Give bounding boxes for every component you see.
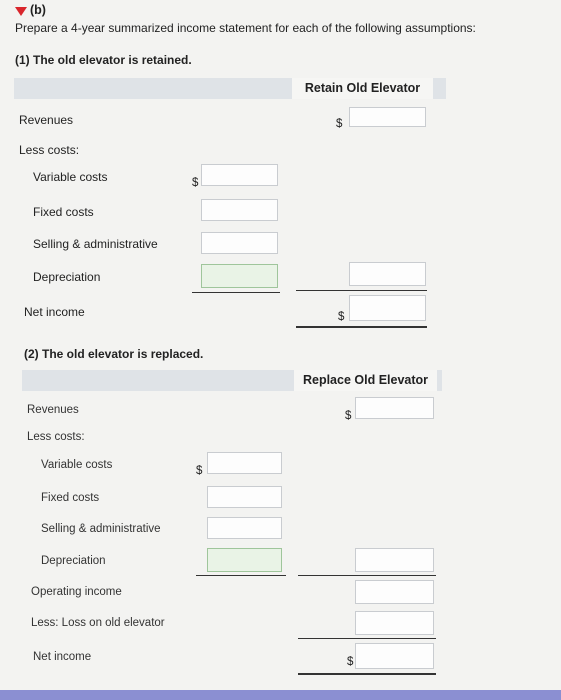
- instruction-text: Prepare a 4-year summarized income statement for each of the following assumptions:: [15, 21, 476, 35]
- s2-net-income-label: Net income: [33, 651, 92, 663]
- s1-net-income-underline: [296, 326, 427, 328]
- s1-depreciation-label: Depreciation: [33, 270, 101, 284]
- s2-selling-input[interactable]: [207, 517, 282, 539]
- s2-revenues-label: Revenues: [27, 404, 79, 416]
- s2-operating-income-label: Operating income: [31, 586, 122, 598]
- s2-net-income-underline: [298, 673, 436, 675]
- s1-costs-underline: [192, 292, 280, 293]
- s1-fixed-input[interactable]: [201, 199, 278, 221]
- s2-less-costs-label: Less costs:: [27, 431, 85, 443]
- section1-title: (1) The old elevator is retained.: [15, 53, 192, 67]
- part-label: (b): [30, 3, 46, 17]
- s2-loss-label: Less: Loss on old elevator: [31, 617, 165, 629]
- s2-fixed-input[interactable]: [207, 486, 282, 508]
- s2-loss-input[interactable]: [355, 611, 434, 635]
- s2-costs-underline: [196, 575, 286, 576]
- s1-net-income-dollar: $: [338, 311, 345, 323]
- s1-depreciation-input[interactable]: [201, 264, 278, 288]
- s1-variable-label: Variable costs: [33, 170, 108, 184]
- s1-selling-input[interactable]: [201, 232, 278, 254]
- s2-total-costs-input[interactable]: [355, 548, 434, 572]
- s2-revenues-input[interactable]: [355, 397, 434, 419]
- s2-total-costs-underline: [298, 575, 436, 576]
- bottom-edge-strip: [0, 690, 561, 700]
- s1-net-income-label: Net income: [24, 305, 85, 319]
- s1-net-income-input[interactable]: [349, 295, 426, 321]
- s2-selling-label: Selling & administrative: [41, 523, 161, 535]
- s1-revenues-dollar: $: [336, 118, 343, 130]
- s1-revenues-input[interactable]: [349, 107, 426, 127]
- s1-selling-label: Selling & administrative: [33, 237, 158, 251]
- s2-depreciation-label: Depreciation: [41, 555, 106, 567]
- s2-revenues-dollar: $: [345, 410, 352, 422]
- s1-less-costs-label: Less costs:: [19, 143, 80, 157]
- s2-loss-underline: [298, 638, 436, 639]
- s2-net-income-dollar: $: [347, 656, 354, 668]
- section2-title: (2) The old elevator is replaced.: [24, 347, 204, 361]
- s2-variable-dollar: $: [196, 465, 203, 477]
- s2-variable-input[interactable]: [207, 452, 282, 474]
- s2-variable-label: Variable costs: [41, 459, 113, 471]
- s1-total-costs-underline: [296, 290, 427, 291]
- s1-total-costs-input[interactable]: [349, 262, 426, 286]
- s2-fixed-label: Fixed costs: [41, 492, 100, 504]
- s1-variable-dollar: $: [192, 177, 199, 189]
- s1-fixed-label: Fixed costs: [33, 205, 94, 219]
- section2-column-header: Replace Old Elevator: [294, 370, 437, 391]
- s2-depreciation-input[interactable]: [207, 548, 282, 572]
- s2-operating-income-input[interactable]: [355, 580, 434, 604]
- collapse-triangle-icon[interactable]: [15, 7, 27, 16]
- s2-net-income-input[interactable]: [355, 643, 434, 669]
- s1-variable-input[interactable]: [201, 164, 278, 186]
- section1-column-header: Retain Old Elevator: [292, 78, 433, 99]
- s1-revenues-label: Revenues: [19, 113, 74, 127]
